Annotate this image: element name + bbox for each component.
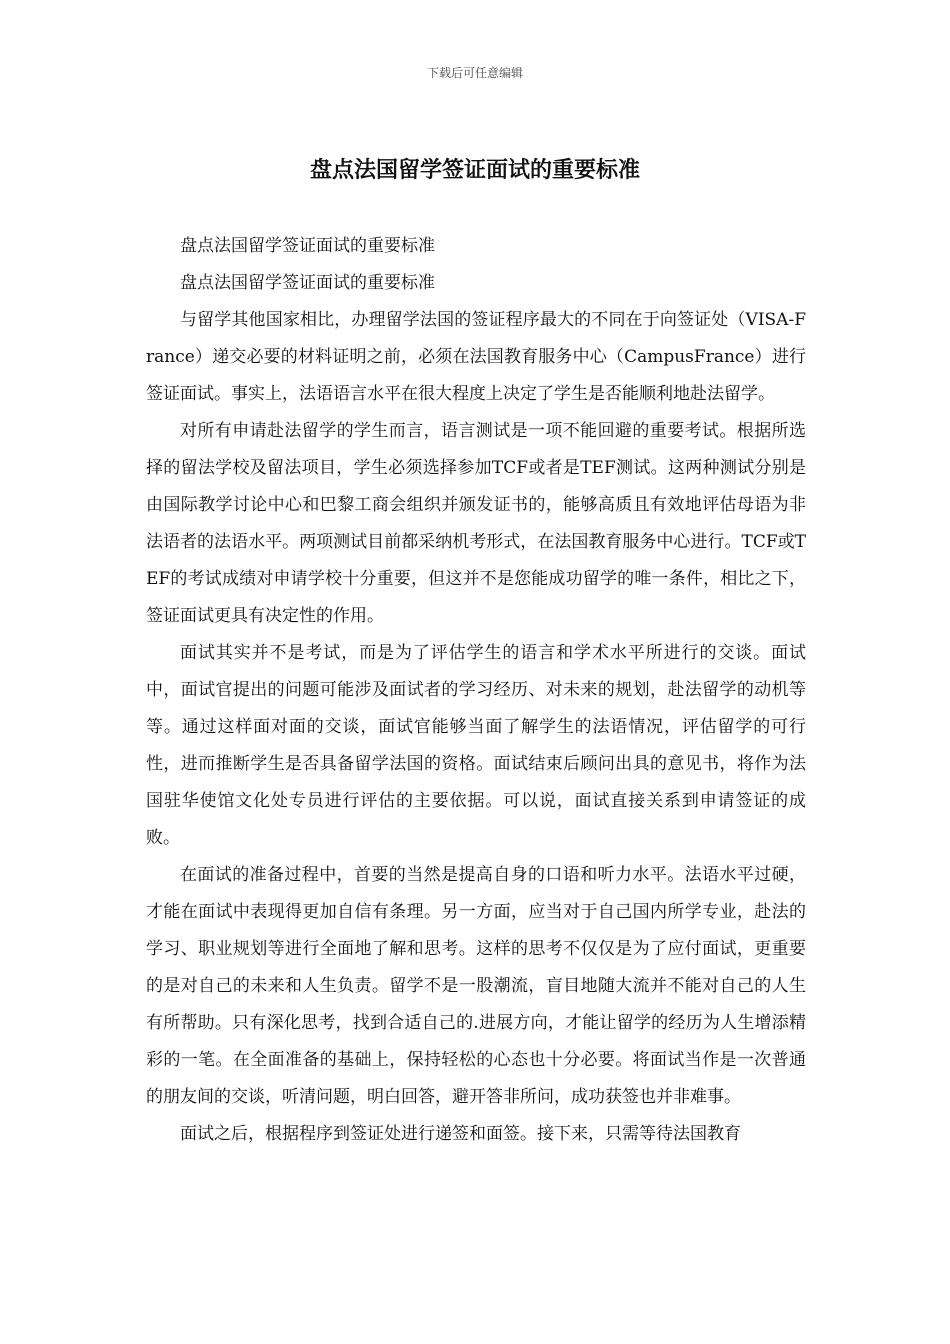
paragraph: 面试其实并不是考试，而是为了评估学生的语言和学术水平所进行的交谈。面试中，面试官提出的问题可能涉及面试者的学习经历、对未来的规划，赴法留学的动机等等。通过这样面对面的交谈，面试官能够当面了解学生的法语情况，评估留学的可行性，进而推断学生是否具备留学法国的资格。面试结束后顾问出具的意见书，将作为法国驻华使馆文化处专员进行评估的主要依据。可以说，面试直接关系到申请签证的成败。 (146, 643, 806, 848)
header-note: 下载后可任意编辑 (426, 66, 523, 80)
paragraph: 在面试的准备过程中，首要的当然是提高自身的口语和听力水平。法语水平过硬，才能在面试中表现得更加自信有条理。另一方面，应当对于自己国内所学专业，赴法的学习、职业规划等进行全面地了解和思考。这样的思考不仅仅是为了应付面试，更重要的是对自己的未来和人生负责。留学不是一股潮流，盲目地随大流并不能对自己的人生有所帮助。只有深化思考，找到合适自己的.进展方向，才能让留学的经历为人生增添精彩的一笔。在全面准备的基础上，保持轻松的心态也十分必要。将面试当作是一次普通的朋友间的交谈，听清问题，明白回答，避开答非所问，成功获签也并非难事。 (146, 865, 806, 1107)
paragraph: 盘点法国留学签证面试的重要标准 (180, 273, 435, 293)
paragraph: 对所有申请赴法留学的学生而言，语言测试是一项不能回避的重要考试。根据所选择的留法学校及留法项目，学生必须选择参加TCF或者是TEF测试。这两种测试分别是由国际教学讨论中心和巴黎工商会组织并颁发证书的，能够高质且有效地评估母语为非法语者的法语水平。两项测试目前都采纳机考形式，在法国教育服务中心进行。TCF或TEF的考试成绩对申请学校十分重要，但这并不是您能成功留学的唯一条件，相比之下，签证面试更具有决定性的作用。 (146, 421, 806, 626)
page-title: 盘点法国留学签证面试的重要标准 (309, 157, 640, 183)
document-body (146, 228, 806, 1153)
paragraph: 面试之后，根据程序到签证处进行递签和面签。接下来，只需等待法国教育 (180, 1124, 741, 1144)
paragraph: 与留学其他国家相比，办理留学法国的签证程序最大的不同在于向签证处（VISA-France）递交必要的材料证明之前，必须在法国教育服务中心（CampusFrance）进行签证面试。事实上，法语语言水平在很大程度上决定了学生是否能顺利地赴法留学。 (146, 310, 806, 404)
paragraph: 盘点法国留学签证面试的重要标准 (180, 236, 435, 256)
